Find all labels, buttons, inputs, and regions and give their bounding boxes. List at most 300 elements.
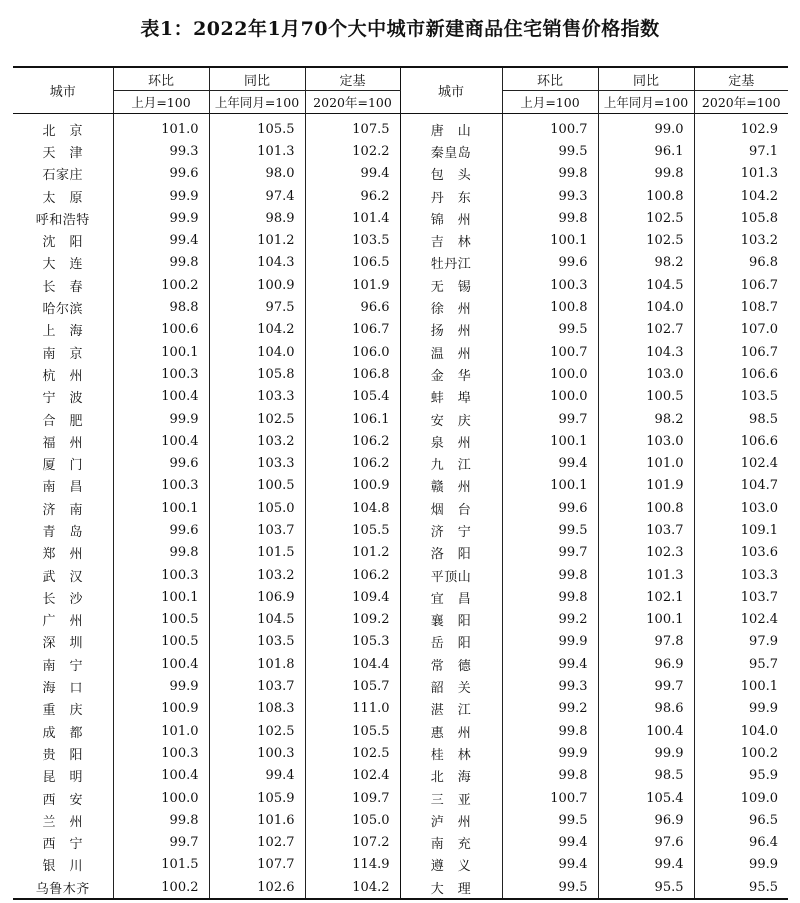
left-base-cell: 114.9: [305, 854, 400, 876]
table-row: [13, 163, 788, 185]
right-mom-cell: 99.5: [502, 519, 598, 541]
left-yoy-cell: 97.4: [209, 185, 305, 207]
left-yoy-cell: 102.6: [209, 876, 305, 899]
header-base-sub-right: 2020年=100: [694, 91, 788, 114]
left-city-cell: 西 宁: [42, 837, 83, 853]
right-mom-cell: 99.4: [502, 854, 598, 876]
right-yoy-cell: 100.1: [598, 609, 694, 631]
right-city-cell: 牡丹江: [400, 252, 502, 274]
right-city-cell: 唐 山: [400, 114, 502, 141]
right-city-cell: 扬 州: [400, 319, 502, 341]
left-city-cell: 厦 门: [42, 458, 83, 474]
header-yoy-left: 同比: [209, 67, 305, 91]
right-base-cell: 95.5: [694, 876, 788, 899]
left-city-cell: 宁 波: [42, 391, 83, 407]
left-mom-cell: 100.4: [113, 765, 209, 787]
left-yoy-cell: 103.7: [209, 675, 305, 697]
left-mom-cell: 100.4: [113, 653, 209, 675]
right-yoy-cell: 102.5: [598, 229, 694, 251]
left-city-cell: 呼和浩特: [35, 212, 90, 228]
right-city-cell: 徐 州: [400, 296, 502, 318]
header-mom-sub-right: 上月=100: [502, 91, 598, 114]
left-mom-cell: 101.0: [113, 114, 209, 141]
left-city-cell: 太 原: [42, 190, 83, 206]
header-yoy-sub-right: 上年同月=100: [598, 91, 694, 114]
right-mom-cell: 99.5: [502, 319, 598, 341]
right-mom-cell: 100.3: [502, 274, 598, 296]
right-yoy-cell: 95.5: [598, 876, 694, 899]
right-mom-cell: 100.7: [502, 787, 598, 809]
left-yoy-cell: 107.7: [209, 854, 305, 876]
left-base-cell: 96.2: [305, 185, 400, 207]
right-mom-cell: 99.2: [502, 698, 598, 720]
right-base-cell: 102.9: [694, 114, 788, 141]
left-city-cell: 合 肥: [42, 413, 83, 429]
right-mom-cell: 99.8: [502, 586, 598, 608]
right-mom-cell: 99.8: [502, 564, 598, 586]
left-city-cell: 石家庄: [42, 168, 83, 184]
right-city-cell: 无 锡: [400, 274, 502, 296]
left-mom-cell: 100.1: [113, 497, 209, 519]
table-row: [13, 519, 788, 541]
left-base-cell: 105.5: [305, 720, 400, 742]
table-row: [13, 832, 788, 854]
right-yoy-cell: 103.0: [598, 363, 694, 385]
right-base-cell: 98.5: [694, 408, 788, 430]
right-yoy-cell: 102.7: [598, 319, 694, 341]
left-city-cell: 贵 阳: [42, 747, 83, 763]
table-row: [13, 586, 788, 608]
right-mom-cell: 99.4: [502, 832, 598, 854]
left-yoy-cell: 105.9: [209, 787, 305, 809]
left-yoy-cell: 102.5: [209, 408, 305, 430]
right-yoy-cell: 102.1: [598, 586, 694, 608]
right-yoy-cell: 99.4: [598, 854, 694, 876]
right-city-cell: 韶 关: [400, 675, 502, 697]
right-mom-cell: 99.8: [502, 765, 598, 787]
left-mom-cell: 100.1: [113, 586, 209, 608]
left-mom-cell: 100.0: [113, 787, 209, 809]
left-base-cell: 102.5: [305, 742, 400, 764]
left-base-cell: 109.7: [305, 787, 400, 809]
left-yoy-cell: 102.5: [209, 720, 305, 742]
left-base-cell: 104.8: [305, 497, 400, 519]
table-row: [13, 564, 788, 586]
left-mom-cell: 100.6: [113, 319, 209, 341]
right-city-cell: 锦 州: [400, 207, 502, 229]
right-city-cell: 济 宁: [400, 519, 502, 541]
right-city-cell: 惠 州: [400, 720, 502, 742]
left-mom-cell: 100.4: [113, 430, 209, 452]
right-city-cell: 襄 阳: [400, 609, 502, 631]
left-city-cell: 大 连: [42, 257, 83, 273]
right-city-cell: 吉 林: [400, 229, 502, 251]
left-yoy-cell: 101.5: [209, 542, 305, 564]
right-city-cell: 安 庆: [400, 408, 502, 430]
right-city-cell: 蚌 埠: [400, 386, 502, 408]
right-base-cell: 100.1: [694, 675, 788, 697]
table-row: [13, 114, 788, 141]
right-yoy-cell: 103.7: [598, 519, 694, 541]
left-city-cell: 深 圳: [42, 636, 83, 652]
right-city-cell: 赣 州: [400, 475, 502, 497]
table-row: [13, 475, 788, 497]
left-mom-cell: 101.5: [113, 854, 209, 876]
table-row: [13, 341, 788, 363]
right-yoy-cell: 99.0: [598, 114, 694, 141]
right-mom-cell: 100.1: [502, 475, 598, 497]
table-body: [13, 114, 788, 900]
left-base-cell: 104.4: [305, 653, 400, 675]
right-base-cell: 103.2: [694, 229, 788, 251]
right-yoy-cell: 103.0: [598, 430, 694, 452]
left-mom-cell: 99.3: [113, 140, 209, 162]
right-base-cell: 100.2: [694, 742, 788, 764]
left-city-cell: 昆 明: [42, 770, 83, 786]
left-yoy-cell: 105.0: [209, 497, 305, 519]
left-mom-cell: 99.8: [113, 542, 209, 564]
left-city-cell: 沈 阳: [42, 235, 83, 251]
right-yoy-cell: 100.5: [598, 386, 694, 408]
left-yoy-cell: 103.3: [209, 452, 305, 474]
right-mom-cell: 100.0: [502, 386, 598, 408]
right-yoy-cell: 96.9: [598, 809, 694, 831]
left-mom-cell: 99.6: [113, 519, 209, 541]
right-yoy-cell: 99.8: [598, 163, 694, 185]
right-mom-cell: 99.8: [502, 163, 598, 185]
right-mom-cell: 99.4: [502, 653, 598, 675]
left-yoy-cell: 101.8: [209, 653, 305, 675]
right-yoy-cell: 98.6: [598, 698, 694, 720]
right-yoy-cell: 104.5: [598, 274, 694, 296]
left-city-cell: 南 京: [42, 346, 83, 362]
left-base-cell: 100.9: [305, 475, 400, 497]
left-base-cell: 106.2: [305, 430, 400, 452]
right-city-cell: 泸 州: [400, 809, 502, 831]
left-base-cell: 106.1: [305, 408, 400, 430]
left-base-cell: 106.8: [305, 363, 400, 385]
left-mom-cell: 100.9: [113, 698, 209, 720]
left-mom-cell: 99.9: [113, 408, 209, 430]
right-yoy-cell: 101.9: [598, 475, 694, 497]
right-base-cell: 106.7: [694, 274, 788, 296]
table-row: [13, 229, 788, 251]
left-yoy-cell: 103.2: [209, 564, 305, 586]
right-city-cell: 泉 州: [400, 430, 502, 452]
left-yoy-cell: 103.5: [209, 631, 305, 653]
right-base-cell: 109.0: [694, 787, 788, 809]
left-yoy-cell: 98.9: [209, 207, 305, 229]
right-mom-cell: 99.6: [502, 252, 598, 274]
right-yoy-cell: 100.4: [598, 720, 694, 742]
left-mom-cell: 99.6: [113, 452, 209, 474]
left-base-cell: 105.5: [305, 519, 400, 541]
left-yoy-cell: 101.6: [209, 809, 305, 831]
right-mom-cell: 99.9: [502, 742, 598, 764]
right-yoy-cell: 102.3: [598, 542, 694, 564]
right-city-cell: 九 江: [400, 452, 502, 474]
right-mom-cell: 99.7: [502, 408, 598, 430]
left-yoy-cell: 100.9: [209, 274, 305, 296]
left-city-cell: 广 州: [42, 614, 83, 630]
left-mom-cell: 99.6: [113, 163, 209, 185]
table-row: [13, 809, 788, 831]
left-base-cell: 105.7: [305, 675, 400, 697]
left-mom-cell: 100.5: [113, 631, 209, 653]
left-base-cell: 101.9: [305, 274, 400, 296]
right-city-cell: 大 理: [400, 876, 502, 899]
right-base-cell: 95.9: [694, 765, 788, 787]
left-yoy-cell: 103.2: [209, 430, 305, 452]
left-base-cell: 104.2: [305, 876, 400, 899]
left-yoy-cell: 104.0: [209, 341, 305, 363]
right-base-cell: 108.7: [694, 296, 788, 318]
right-mom-cell: 99.9: [502, 631, 598, 653]
left-city-cell: 杭 州: [42, 368, 83, 384]
left-base-cell: 96.6: [305, 296, 400, 318]
right-base-cell: 102.4: [694, 452, 788, 474]
right-yoy-cell: 101.0: [598, 452, 694, 474]
left-city-cell: 武 汉: [42, 569, 83, 585]
right-yoy-cell: 96.1: [598, 140, 694, 162]
left-city-cell: 南 宁: [42, 658, 83, 674]
right-yoy-cell: 98.5: [598, 765, 694, 787]
right-base-cell: 104.0: [694, 720, 788, 742]
right-mom-cell: 100.1: [502, 229, 598, 251]
right-city-cell: 湛 江: [400, 698, 502, 720]
left-city-cell: 天 津: [42, 145, 83, 161]
table-row: [13, 542, 788, 564]
left-city-cell: 上 海: [42, 324, 83, 340]
right-mom-cell: 99.6: [502, 497, 598, 519]
right-mom-cell: 100.1: [502, 430, 598, 452]
left-base-cell: 106.7: [305, 319, 400, 341]
right-mom-cell: 100.7: [502, 341, 598, 363]
table-row: [13, 452, 788, 474]
left-base-cell: 109.2: [305, 609, 400, 631]
right-base-cell: 103.5: [694, 386, 788, 408]
left-yoy-cell: 99.4: [209, 765, 305, 787]
right-mom-cell: 100.0: [502, 363, 598, 385]
table-row: [13, 653, 788, 675]
left-base-cell: 101.2: [305, 542, 400, 564]
right-base-cell: 97.9: [694, 631, 788, 653]
right-mom-cell: 99.8: [502, 207, 598, 229]
left-yoy-cell: 104.5: [209, 609, 305, 631]
left-mom-cell: 100.1: [113, 341, 209, 363]
left-base-cell: 105.3: [305, 631, 400, 653]
left-mom-cell: 100.3: [113, 564, 209, 586]
left-base-cell: 103.5: [305, 229, 400, 251]
left-city-cell: 济 南: [42, 502, 83, 518]
right-base-cell: 105.8: [694, 207, 788, 229]
right-yoy-cell: 97.6: [598, 832, 694, 854]
left-yoy-cell: 104.3: [209, 252, 305, 274]
right-yoy-cell: 101.3: [598, 564, 694, 586]
table-row: [13, 408, 788, 430]
left-base-cell: 111.0: [305, 698, 400, 720]
right-city-cell: 宜 昌: [400, 586, 502, 608]
table-row: [13, 854, 788, 876]
left-mom-cell: 99.9: [113, 185, 209, 207]
right-base-cell: 102.4: [694, 609, 788, 631]
right-city-cell: 秦皇岛: [400, 140, 502, 162]
left-city-cell: 长 沙: [42, 591, 83, 607]
right-city-cell: 三 亚: [400, 787, 502, 809]
left-city-cell: 重 庆: [42, 703, 83, 719]
right-base-cell: 103.3: [694, 564, 788, 586]
table-row: [13, 497, 788, 519]
left-yoy-cell: 103.7: [209, 519, 305, 541]
right-mom-cell: 99.4: [502, 452, 598, 474]
left-mom-cell: 99.9: [113, 675, 209, 697]
table-row: [13, 675, 788, 697]
right-yoy-cell: 97.8: [598, 631, 694, 653]
header-yoy-sub-left: 上年同月=100: [209, 91, 305, 114]
right-yoy-cell: 99.9: [598, 742, 694, 764]
left-yoy-cell: 102.7: [209, 832, 305, 854]
left-base-cell: 107.2: [305, 832, 400, 854]
right-city-cell: 南 充: [400, 832, 502, 854]
left-city-cell: 兰 州: [42, 814, 83, 830]
left-base-cell: 105.4: [305, 386, 400, 408]
left-city-cell: 哈尔滨: [42, 302, 83, 318]
right-base-cell: 106.6: [694, 363, 788, 385]
left-mom-cell: 99.7: [113, 832, 209, 854]
left-base-cell: 109.4: [305, 586, 400, 608]
table-row: [13, 363, 788, 385]
right-mom-cell: 100.7: [502, 114, 598, 141]
left-base-cell: 101.4: [305, 207, 400, 229]
left-yoy-cell: 104.2: [209, 319, 305, 341]
right-base-cell: 107.0: [694, 319, 788, 341]
left-city-cell: 海 口: [42, 681, 83, 697]
left-base-cell: 102.2: [305, 140, 400, 162]
right-city-cell: 遵 义: [400, 854, 502, 876]
right-base-cell: 104.2: [694, 185, 788, 207]
right-city-cell: 桂 林: [400, 742, 502, 764]
left-mom-cell: 100.5: [113, 609, 209, 631]
right-yoy-cell: 102.5: [598, 207, 694, 229]
right-base-cell: 97.1: [694, 140, 788, 162]
right-mom-cell: 99.3: [502, 185, 598, 207]
table-row: [13, 319, 788, 341]
right-base-cell: 96.5: [694, 809, 788, 831]
left-yoy-cell: 101.2: [209, 229, 305, 251]
right-city-cell: 岳 阳: [400, 631, 502, 653]
left-mom-cell: 100.3: [113, 475, 209, 497]
table-row: [13, 787, 788, 809]
left-city-cell: 福 州: [42, 435, 83, 451]
left-mom-cell: 100.2: [113, 876, 209, 899]
table-row: [13, 386, 788, 408]
left-base-cell: 106.2: [305, 564, 400, 586]
left-base-cell: 106.0: [305, 341, 400, 363]
right-mom-cell: 100.8: [502, 296, 598, 318]
left-yoy-cell: 108.3: [209, 698, 305, 720]
right-base-cell: 109.1: [694, 519, 788, 541]
left-yoy-cell: 101.3: [209, 140, 305, 162]
table-row: [13, 296, 788, 318]
left-city-cell: 郑 州: [42, 547, 83, 563]
table-row: [13, 207, 788, 229]
left-city-cell: 西 安: [42, 792, 83, 808]
header-base-right: 定基: [694, 67, 788, 91]
table-row: [13, 742, 788, 764]
table-row: [13, 698, 788, 720]
left-city-cell: 青 岛: [42, 524, 83, 540]
right-city-cell: 烟 台: [400, 497, 502, 519]
left-city-cell: 北 京: [42, 123, 83, 139]
left-city-cell: 南 昌: [42, 480, 83, 496]
left-city-cell: 银 川: [42, 859, 83, 875]
left-city-cell: 成 都: [42, 725, 83, 741]
left-mom-cell: 98.8: [113, 296, 209, 318]
right-base-cell: 99.9: [694, 854, 788, 876]
right-base-cell: 96.4: [694, 832, 788, 854]
left-yoy-cell: 105.8: [209, 363, 305, 385]
right-base-cell: 96.8: [694, 252, 788, 274]
left-yoy-cell: 97.5: [209, 296, 305, 318]
price-index-table: [13, 66, 788, 900]
table-row: [13, 140, 788, 162]
table-row: [13, 252, 788, 274]
table-row: [13, 185, 788, 207]
header-mom-left: 环比: [113, 67, 209, 91]
right-yoy-cell: 100.8: [598, 497, 694, 519]
right-base-cell: 99.9: [694, 698, 788, 720]
header-yoy-right: 同比: [598, 67, 694, 91]
left-yoy-cell: 98.0: [209, 163, 305, 185]
left-base-cell: 107.5: [305, 114, 400, 141]
right-mom-cell: 99.5: [502, 140, 598, 162]
table-title: 表1：2022年1月70个大中城市新建商品住宅销售价格指数: [140, 18, 660, 40]
left-mom-cell: 100.3: [113, 363, 209, 385]
right-mom-cell: 99.7: [502, 542, 598, 564]
header-mom-right: 环比: [502, 67, 598, 91]
left-yoy-cell: 106.9: [209, 586, 305, 608]
right-mom-cell: 99.2: [502, 609, 598, 631]
left-mom-cell: 100.3: [113, 742, 209, 764]
right-mom-cell: 99.8: [502, 720, 598, 742]
left-base-cell: 105.0: [305, 809, 400, 831]
right-base-cell: 101.3: [694, 163, 788, 185]
table-row: [13, 765, 788, 787]
right-city-cell: 包 头: [400, 163, 502, 185]
left-mom-cell: 99.8: [113, 252, 209, 274]
left-base-cell: 102.4: [305, 765, 400, 787]
left-mom-cell: 101.0: [113, 720, 209, 742]
left-yoy-cell: 103.3: [209, 386, 305, 408]
left-yoy-cell: 105.5: [209, 114, 305, 141]
table-row: [13, 876, 788, 899]
table-row: [13, 631, 788, 653]
right-city-cell: 常 德: [400, 653, 502, 675]
table-row: [13, 609, 788, 631]
left-city-cell: 乌鲁木齐: [13, 876, 113, 899]
right-yoy-cell: 98.2: [598, 252, 694, 274]
table-row: [13, 430, 788, 452]
right-yoy-cell: 99.7: [598, 675, 694, 697]
header-city-left: 城市: [13, 67, 113, 114]
table-row: [13, 274, 788, 296]
left-mom-cell: 99.4: [113, 229, 209, 251]
left-city-cell: 长 春: [42, 279, 83, 295]
right-city-cell: 丹 东: [400, 185, 502, 207]
right-base-cell: 103.0: [694, 497, 788, 519]
header-base-left: 定基: [305, 67, 400, 91]
header-city-right: 城市: [400, 67, 502, 114]
